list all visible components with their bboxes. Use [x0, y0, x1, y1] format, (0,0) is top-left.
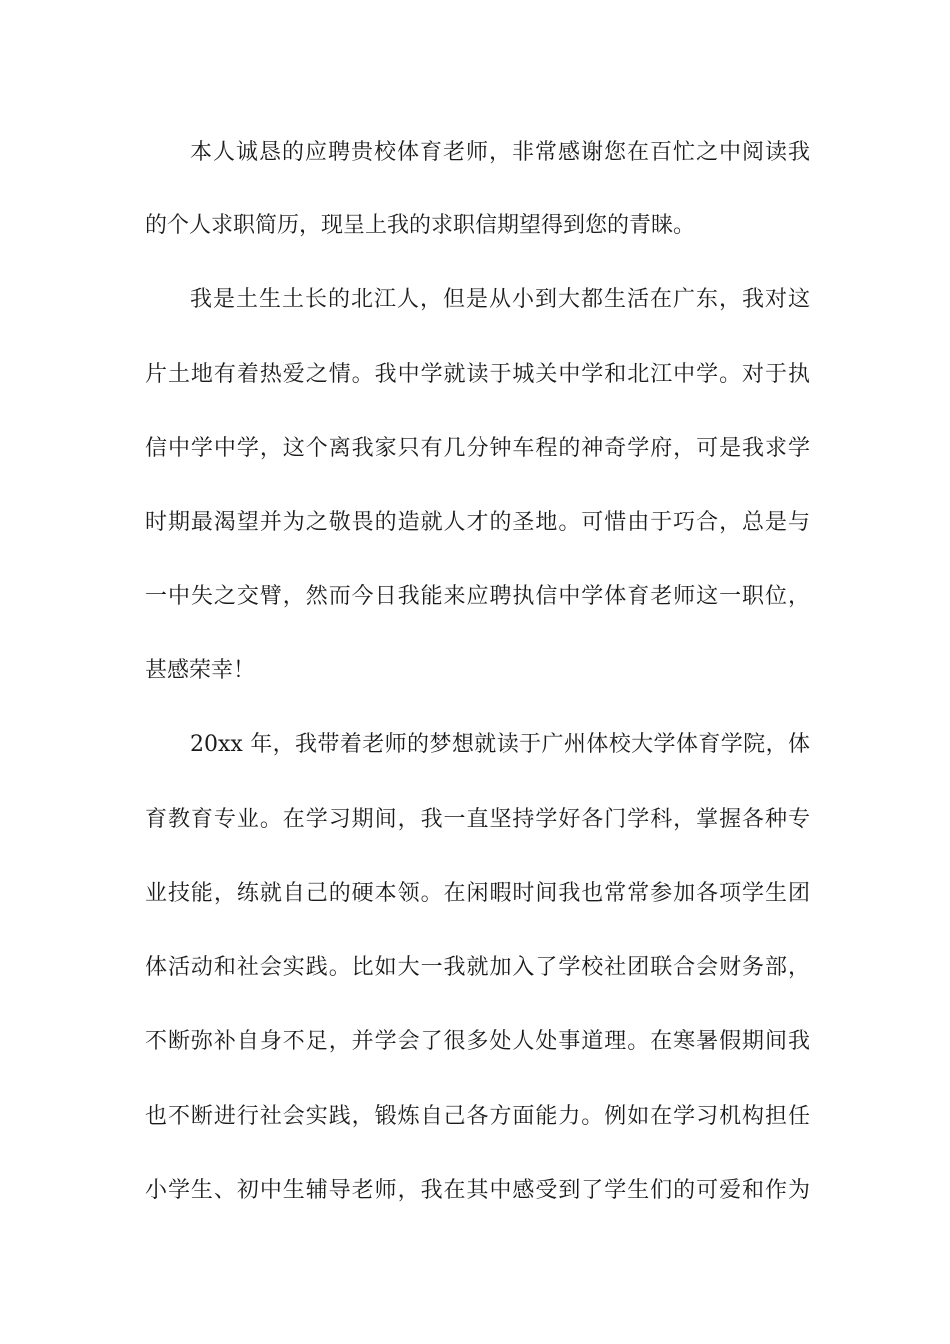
paragraph-2-line-4: 时期最渴望并为之敬畏的造就人才的圣地。可惜由于巧合，总是与 — [145, 510, 810, 535]
paragraph-1-line-2: 的个人求职简历，现呈上我的求职信期望得到您的青睐。 — [145, 213, 696, 238]
paragraph-3-line-5: 不断弥补自身不足，并学会了很多处人处事道理。在寒暑假期间我 — [145, 1029, 810, 1054]
paragraph-2-line-3: 信中学中学，这个离我家只有几分钟车程的神奇学府，可是我求学 — [145, 436, 810, 461]
paragraph-3-line-6: 也不断进行社会实践，锻炼自己各方面能力。例如在学习机构担任 — [145, 1104, 810, 1129]
paragraph-3-line-4: 体活动和社会实践。比如大一我就加入了学校社团联合会财务部， — [145, 955, 810, 980]
paragraph-2-line-5: 一中失之交臂，然而今日我能来应聘执信中学体育老师这一职位， — [145, 584, 810, 609]
paragraph-3-line-7: 小学生、初中生辅导老师，我在其中感受到了学生们的可爱和作为 — [145, 1178, 810, 1203]
paragraph-2-line-6: 甚感荣幸！ — [145, 658, 256, 683]
paragraph-2-line-2: 片土地有着热爱之情。我中学就读于城关中学和北江中学。对于执 — [145, 362, 810, 387]
paragraph-3-line-1: 20xx 年，我带着老师的梦想就读于广州体校大学体育学院，体 — [190, 732, 810, 757]
paragraph-3-line-3: 业技能，练就自己的硬本领。在闲暇时间我也常常参加各项学生团 — [145, 881, 810, 906]
paragraph-3-line-2: 育教育专业。在学习期间，我一直坚持学好各门学科，掌握各种专 — [145, 807, 810, 832]
paragraph-2-line-1: 我是土生土长的北江人，但是从小到大都生活在广东，我对这 — [190, 287, 810, 312]
paragraph-1-line-1: 本人诚恳的应聘贵校体育老师，非常感谢您在百忙之中阅读我 — [190, 140, 810, 165]
